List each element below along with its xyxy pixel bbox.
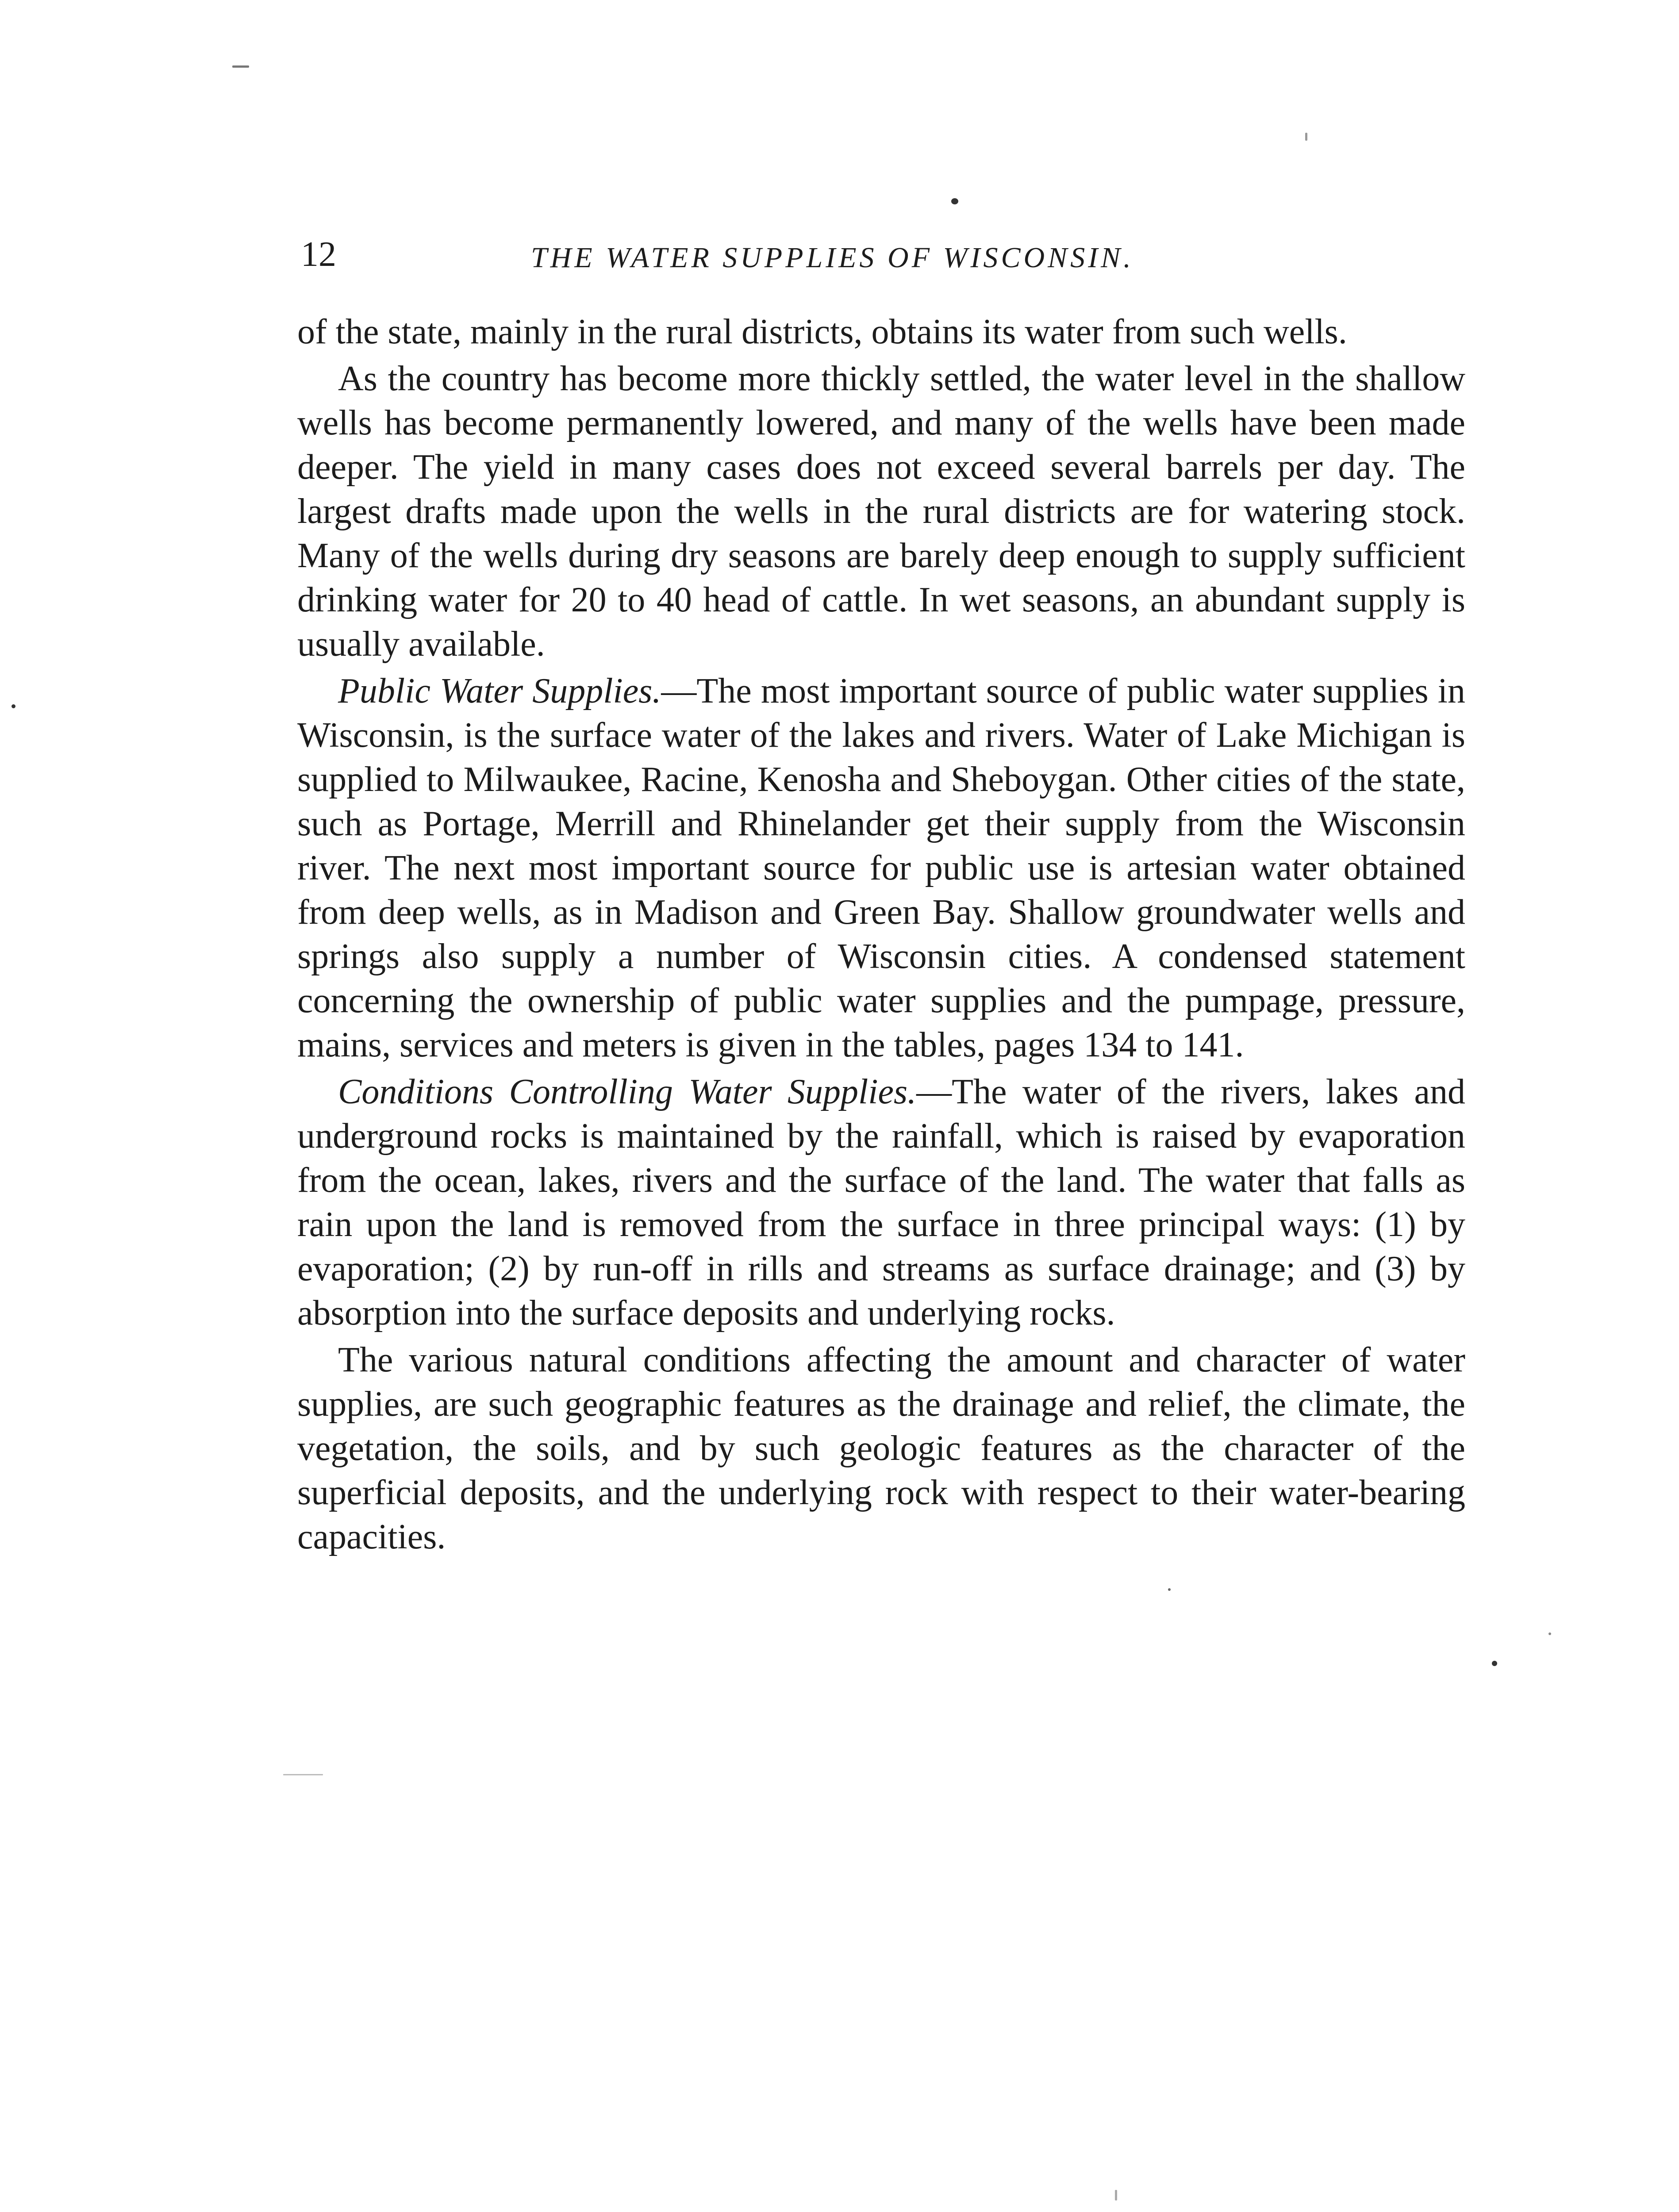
paragraph-text: The various natural conditions affecting the amount and character of water supplies, are such geographic features as the drainage and relief, the climate, the vegetation, the soils, and by such geologic features as the character of the superficial deposits, and the underlying rock with respect to their water-bearing capacities. (297, 1340, 1465, 1556)
section-lead-heading: Public Water Supplies. (338, 672, 661, 710)
body-text (297, 310, 1465, 1562)
paragraph-text: —The water of the rivers, lakes and underground rocks is maintained by the rainfall, which is raised by evaporation from the ocean, lakes, rivers and the surface of the land. The water that falls as rain upon the land is removed from the surface in three principal ways: (1) by evaporation; (2) by run-off in rills and streams as surface drainage; and (3) by absorption into the surface deposits and underlying rocks. (297, 1072, 1465, 1333)
scan-speck (283, 1774, 323, 1775)
section-lead-heading: Conditions Controlling Water Supplies. (338, 1072, 917, 1111)
paragraph-text: —The most important source of public water supplies in Wisconsin, is the surface water of the lakes and rivers. Water of Lake Michigan is supplied to Milwaukee, Racine, Kenosha and Sheboygan. Other cities of the state, such as Portage, Merrill and Rhinelander get their supply from the Wisconsin river. The next most important source for public use is artesian water obtained from deep wells, as in Madison and Green Bay. Shallow groundwater wells and springs also supply a number of Wisconsin cities. A condensed statement concerning the ownership of public water supplies and the pumpage, pressure, mains, services and meters is given in the tables, pages 134 to 141. (297, 672, 1466, 1064)
paragraph-public-water-supplies (297, 669, 1465, 1067)
scan-speck (1492, 1661, 1497, 1666)
scan-speck (951, 198, 958, 204)
paragraph-continuation (297, 310, 1465, 354)
scan-speck (1305, 133, 1307, 141)
page-number: 12 (301, 235, 336, 274)
paragraph-text: of the state, mainly in the rural districts, obtains its water from such wells. (297, 312, 1347, 351)
scan-speck (232, 65, 249, 68)
page-header (301, 230, 1469, 279)
running-title: THE WATER SUPPLIES OF WISCONSIN. (531, 242, 1134, 274)
paragraph-shallow-wells (297, 357, 1465, 666)
paragraph-text: As the country has become more thickly settled, the water level in the shallow wells has become permanently lowered, and many of the wells have been made deeper. The yield in many cases does not exceed several barrels per day. The largest drafts made upon the wells in the rural districts are for watering stock. Many of the wells during dry seasons are barely deep enough to supply sufficient drinking water for 20 to 40 head of cattle. In wet seasons, an abundant supply is usually available. (297, 359, 1465, 664)
scan-speck (12, 704, 15, 708)
scan-speck (1115, 2190, 1117, 2200)
scan-speck (1548, 1632, 1551, 1635)
paragraph-natural-conditions (297, 1338, 1465, 1559)
paragraph-conditions-controlling (297, 1070, 1465, 1335)
scan-speck (1168, 1588, 1171, 1591)
